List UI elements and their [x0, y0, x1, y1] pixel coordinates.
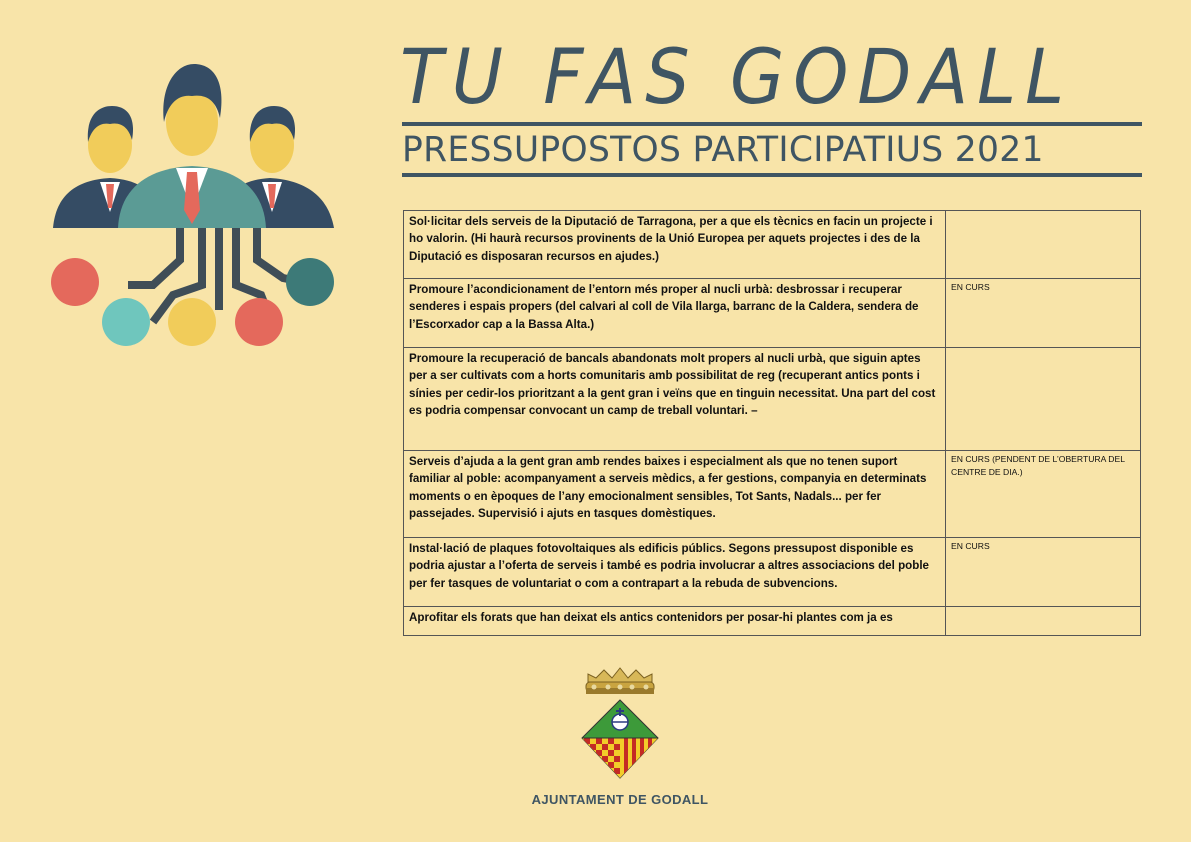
proposal-text: Sol·licitar dels serveis de la Diputació de Tarragona, per a que els tècnics en facin un projecte i ho valorin. (Hi haurà recursos provinents de la Unió Europea per aquets projectes i des de la Diputació es disposaran recursos en ajudes.)	[404, 211, 946, 279]
proposal-text: Promoure l’acondicionament de l’entorn més proper al nucli urbà: desbrossar i recuperar senderes i espais propers (del calvari al coll de Vila llarga, barranc de la Caldera, sendera de l’Escorxador cap a la Bassa Alta.)	[404, 279, 946, 348]
node-red-right	[235, 298, 283, 346]
connector-line	[128, 220, 180, 285]
proposal-status: EN CURS	[946, 279, 1141, 348]
node-dark-teal	[286, 258, 334, 306]
table-row	[404, 451, 1141, 538]
table-row	[404, 211, 1141, 279]
table-row	[404, 279, 1141, 348]
proposal-status: EN CURS (PENDENT DE L’OBERTURA DEL CENTRE DE DIA.)	[946, 451, 1141, 538]
municipal-crest-icon	[578, 660, 662, 784]
node-yellow	[168, 298, 216, 346]
proposal-text: Instal·lació de plaques fotovoltaiques als edificis públics. Segons pressupost disponible es podria ajustar a l’oferta de serveis i també es podria involucrar a altres associacions del poble per fer tasques de voluntariat o com a contrapart a la rebuda de subvencions.	[404, 538, 946, 607]
table-row	[404, 607, 1141, 636]
proposal-text: Promoure la recuperació de bancals abandonats molt propers al nucli urbà, que siguin aptes per a ser cultivats com a horts comunitaris amb possibilitat de reg (recuperant antics ponts i sínies per cedir-los prioritzant a la gent gran i veïns que en tinguin necessitat. Una part del cost es podria compensar convocant un camp de treball voluntari. –	[404, 348, 946, 451]
table-row	[404, 538, 1141, 607]
person-center-icon	[118, 64, 266, 228]
proposal-text: Serveis d’ajuda a la gent gran amb rendes baixes i especialment als que no tenen suport familiar al poble: acompanyament a serveis mèdics, a fer gestions, companyia en determinats moments o en èpoques de l’any emocionalment sensibles, Tot Sants, Nadals... per fer passejades. Supervisió i ajuts en tasques domèstiques.	[404, 451, 946, 538]
table-row	[404, 348, 1141, 451]
council-name: AJUNTAMENT DE GODALL	[531, 792, 709, 807]
proposal-status	[946, 348, 1141, 451]
node-teal	[102, 298, 150, 346]
proposal-status	[946, 211, 1141, 279]
page-title: TU FAS GODALL	[400, 32, 1074, 122]
proposal-text: Aprofitar els forats que han deixat els antics contenidors per posar-hi plantes com ja es	[404, 607, 946, 636]
crown-icon	[586, 668, 654, 694]
proposals-table	[403, 210, 1141, 636]
page-subtitle	[402, 122, 1142, 177]
proposal-status	[946, 607, 1141, 636]
team-network-illustration	[48, 60, 348, 360]
subtitle-text: PRESSUPOSTOS PARTICIPATIUS 2021	[402, 130, 1044, 170]
proposal-status: EN CURS	[946, 538, 1141, 607]
node-red-left	[51, 258, 99, 306]
